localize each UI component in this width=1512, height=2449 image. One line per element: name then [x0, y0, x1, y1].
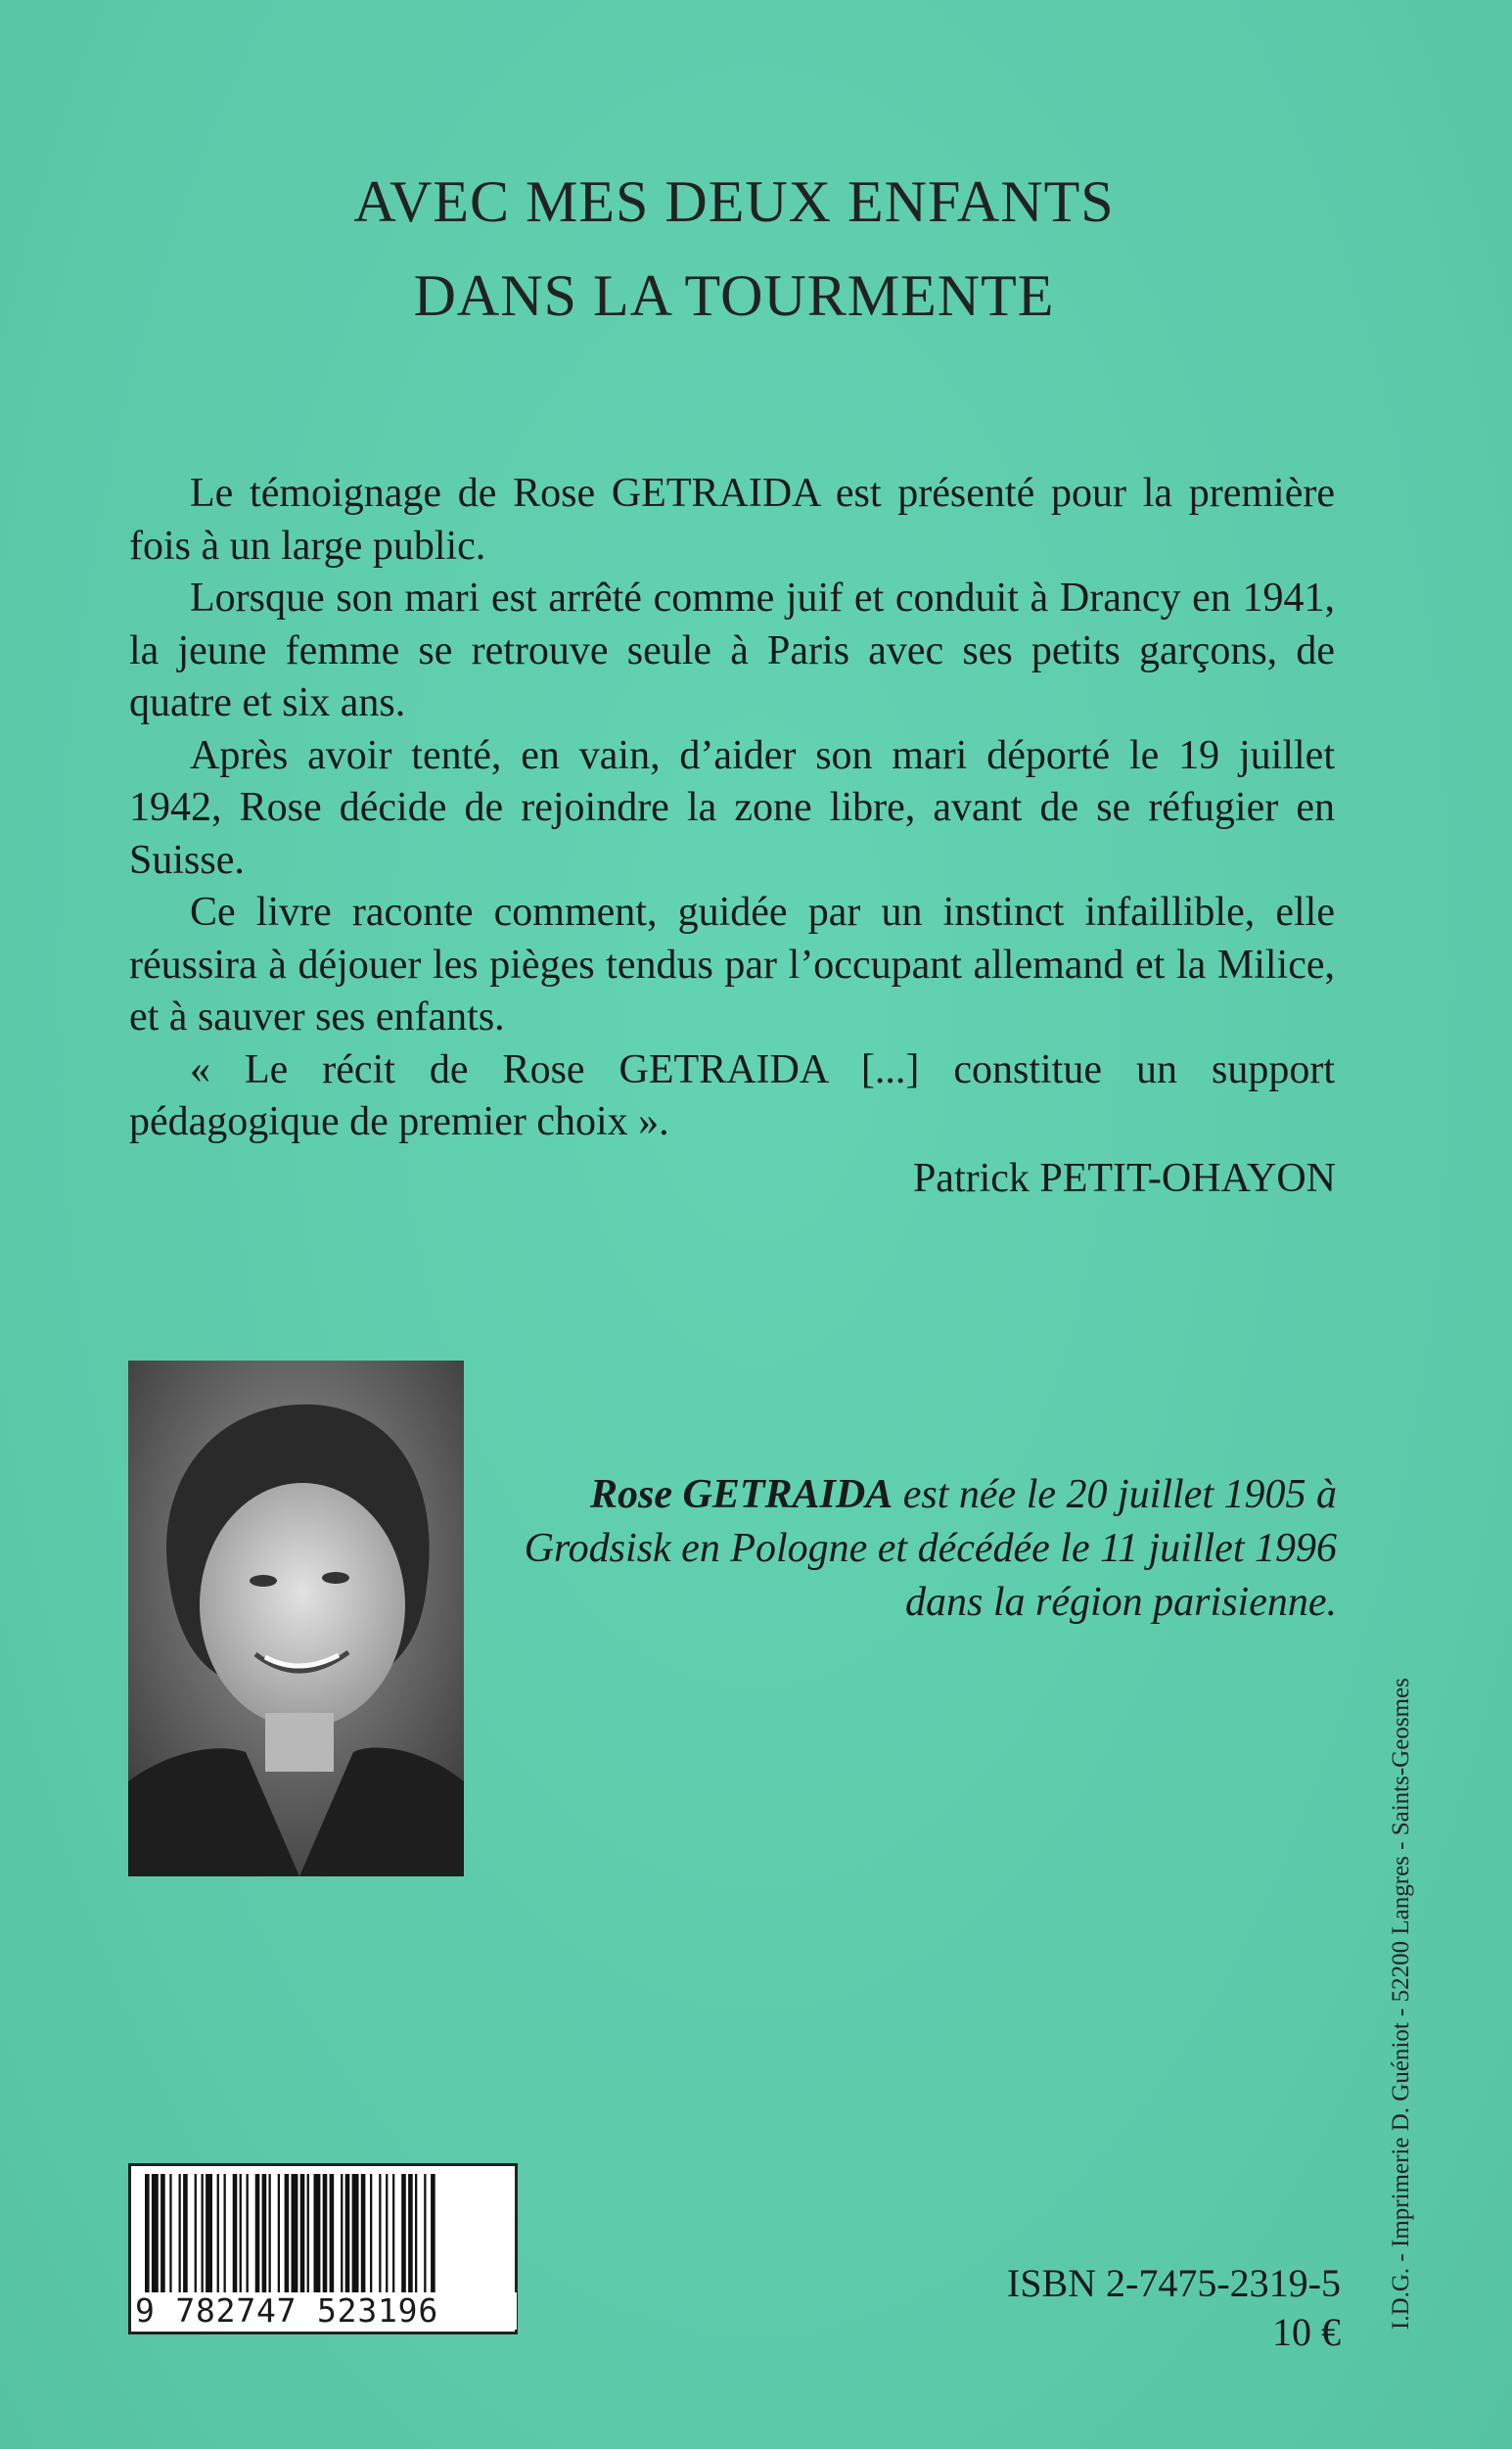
barcode-bar: [202, 2174, 204, 2296]
bio-text: est née le 20 juillet 1905 à Grodsisk en Pologne et décédée le 11 juillet 1996 dans la région parisienne.: [524, 1472, 1337, 1625]
barcode-bar: [392, 2174, 394, 2296]
barcode-bar: [307, 2174, 309, 2296]
barcode-bar: [255, 2174, 260, 2296]
barcode-digits: 9 782747 523196: [135, 2292, 517, 2330]
barcode-bar: [145, 2174, 150, 2296]
barcode-bar: [183, 2174, 188, 2296]
title-line-2: DANS LA TOURMENTE: [413, 263, 1055, 328]
barcode-bar: [160, 2174, 165, 2296]
barcode-bar: [323, 2174, 328, 2296]
barcode-bar: [285, 2174, 290, 2296]
blurb-paragraph: Après avoir tenté, en vain, d’aider son mari déporté le 19 juillet 1942, Rose décide de rejoindre la zone libre, avant de se réfugier en Suisse.: [129, 732, 1335, 883]
author-portrait: [128, 1361, 464, 1876]
blurb: [129, 468, 1335, 1149]
isbn-block: [1007, 2259, 1341, 2357]
barcode-bar: [361, 2174, 366, 2296]
barcode-bar: [300, 2174, 305, 2296]
barcode: [128, 2163, 518, 2334]
barcode-bar: [278, 2174, 280, 2296]
barcode-bar: [330, 2174, 335, 2296]
barcode-bar: [408, 2174, 413, 2296]
blurb-quote: « Le récit de Rose GETRAIDA [...] constitue un support pédagogique de premier choix ».: [129, 1046, 1335, 1144]
barcode-bar: [415, 2174, 417, 2296]
barcode-bar: [247, 2174, 249, 2296]
barcode-bar: [386, 2174, 388, 2296]
quote-author: Patrick PETIT-OHAYON: [912, 1156, 1336, 1201]
barcode-bar: [370, 2174, 372, 2296]
barcode-bar: [352, 2174, 359, 2296]
book-title: [0, 155, 1468, 343]
barcode-bar: [345, 2174, 350, 2296]
barcode-bar: [179, 2174, 181, 2296]
barcode-bar: [217, 2174, 219, 2296]
portrait-image: [128, 1361, 464, 1876]
isbn-number: ISBN 2-7475-2319-5: [1006, 2261, 1341, 2305]
barcode-bar: [341, 2174, 343, 2296]
barcode-bar: [152, 2174, 159, 2296]
barcode-bar: [206, 2174, 212, 2296]
title-line-1: AVEC MES DEUX ENFANTS: [353, 169, 1115, 234]
barcode-bar: [224, 2174, 226, 2296]
barcode-bar: [240, 2174, 242, 2296]
barcode-bar: [401, 2174, 406, 2296]
author-bio: [487, 1468, 1337, 1630]
barcode-bar: [269, 2174, 271, 2296]
blurb-paragraph: Lorsque son mari est arrêté comme juif et conduit à Drancy en 1941, la jeune femme se retrouve seule à Paris avec ses petits garçons, de quatre et six ans.: [129, 576, 1335, 725]
barcode-bar: [379, 2174, 381, 2296]
bio-author-name: Rose GETRAIDA: [590, 1472, 893, 1517]
barcode-bar: [292, 2174, 298, 2296]
blurb-paragraph: Le témoignage de Rose GETRAIDA est présenté pour la première fois à un large public.: [129, 471, 1335, 569]
barcode-bar: [314, 2174, 321, 2296]
barcode-bar: [424, 2174, 426, 2296]
barcode-bar: [169, 2174, 171, 2296]
barcode-bars: [131, 2166, 515, 2303]
barcode-bar: [431, 2174, 435, 2296]
barcode-bar: [262, 2174, 267, 2296]
price: 10 €: [1272, 2310, 1341, 2354]
printer-imprint: I.D.G. - Imprimerie D. Guéniot - 52200 Langres - Saints-Geosmes: [1388, 1678, 1414, 2330]
barcode-bar: [195, 2174, 197, 2296]
barcode-bar: [233, 2174, 238, 2296]
blurb-paragraph: Ce livre raconte comment, guidée par un instinct infaillible, elle réussira à déjouer les pièges tendus par l’occupant allemand et la Milice, et à sauver ses enfants.: [129, 890, 1335, 1040]
